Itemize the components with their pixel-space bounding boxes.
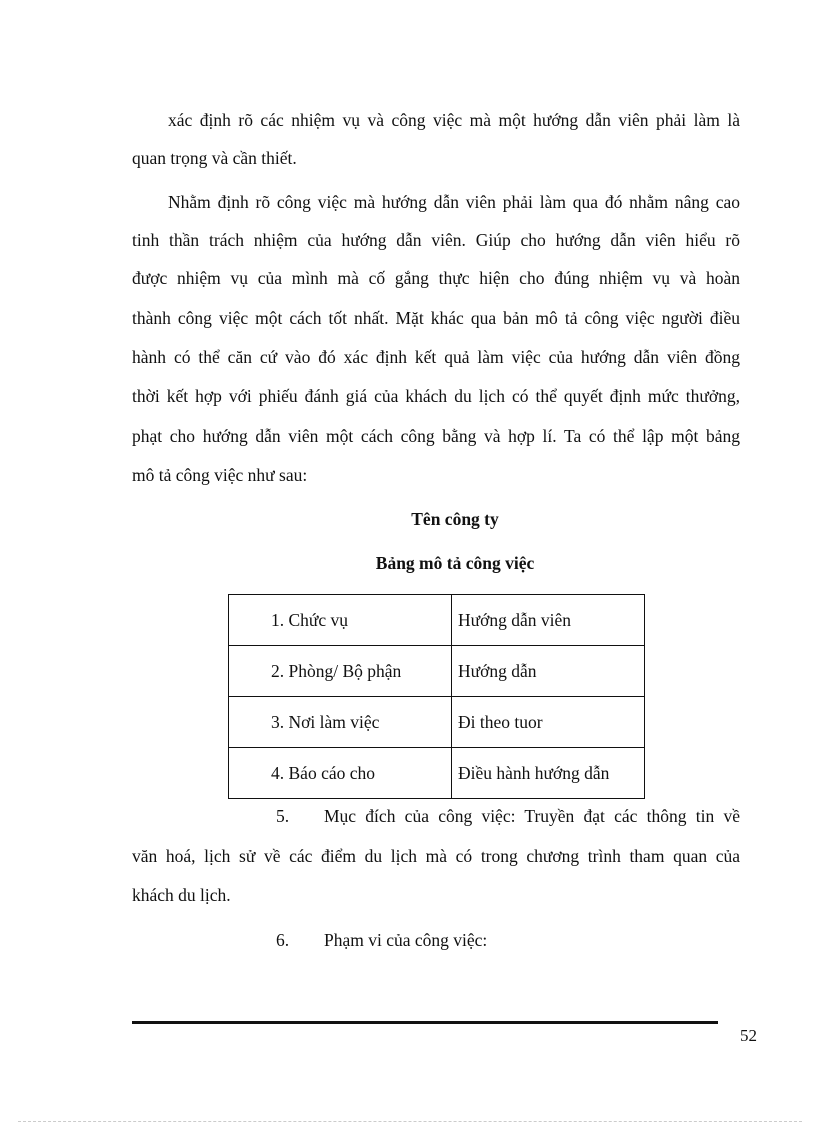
table-cell-value: Hướng dẫn viên: [452, 595, 645, 646]
table-cell-value: Điều hành hướng dẫn: [452, 748, 645, 799]
item6-number: 6.: [276, 930, 290, 950]
paragraph2-line-1: Nhằm định rõ công việc mà hướng dẫn viên phải làm qua đó nhằm nâng cao: [168, 192, 740, 212]
job-description-table: [228, 594, 645, 799]
paragraph2-line-3: được nhiệm vụ của mình mà cố gắng thực hiện cho đúng nhiệm vụ và hoàn: [132, 268, 740, 288]
table-row: [229, 646, 645, 697]
table-cell-value: Hướng dẫn: [452, 646, 645, 697]
company-title: Tên công ty: [411, 509, 499, 529]
paragraph2-line-7: phạt cho hướng dẫn viên một cách công bằng và hợp lí. Ta có thể lập một bảng: [132, 426, 740, 446]
table-title: Bảng mô tả công việc: [375, 553, 535, 573]
item5-line-3: khách du lịch.: [132, 885, 231, 905]
paragraph2-line-4: thành công việc một cách tốt nhất. Mặt khác qua bản mô tả công việc người điều: [132, 308, 740, 328]
paragraph2-line-6: thời kết hợp với phiếu đánh giá của khách du lịch có thể quyết định mức thưởng,: [132, 386, 740, 406]
page-number: 52: [740, 1026, 757, 1045]
page-bottom-border: [18, 1121, 802, 1122]
table-cell-label: 4. Báo cáo cho: [229, 748, 452, 799]
paragraph1-line-1: xác định rõ các nhiệm vụ và công việc mà một hướng dẫn viên phải làm là: [168, 110, 740, 130]
item5-line-2: văn hoá, lịch sử về các điểm du lịch mà có trong chương trình tham quan của: [132, 846, 740, 866]
paragraph2-line-8: mô tả công việc như sau:: [132, 465, 308, 485]
table-cell-label: 2. Phòng/ Bộ phận: [229, 646, 452, 697]
table-cell-value: Đi theo tuor: [452, 697, 645, 748]
item5-line-1: Mục đích của công việc: Truyền đạt các thông tin về: [324, 806, 740, 826]
item5-number: 5.: [276, 806, 290, 826]
footer-rule: [132, 1021, 718, 1024]
table-cell-label: 1. Chức vụ: [229, 595, 452, 646]
table-cell-label: 3. Nơi làm việc: [229, 697, 452, 748]
table-row: [229, 595, 645, 646]
paragraph2-line-2: tinh thần trách nhiệm của hướng dẫn viên. Giúp cho hướng dẫn viên hiểu rõ: [132, 230, 740, 250]
item6-text: Phạm vi của công việc:: [324, 930, 488, 950]
paragraph2-line-5: hành có thể căn cứ vào đó xác định kết quả làm việc của hướng dẫn viên đồng: [132, 347, 740, 367]
table-row: [229, 697, 645, 748]
table-row: [229, 748, 645, 799]
paragraph1-line-2: quan trọng và cần thiết.: [132, 148, 297, 168]
